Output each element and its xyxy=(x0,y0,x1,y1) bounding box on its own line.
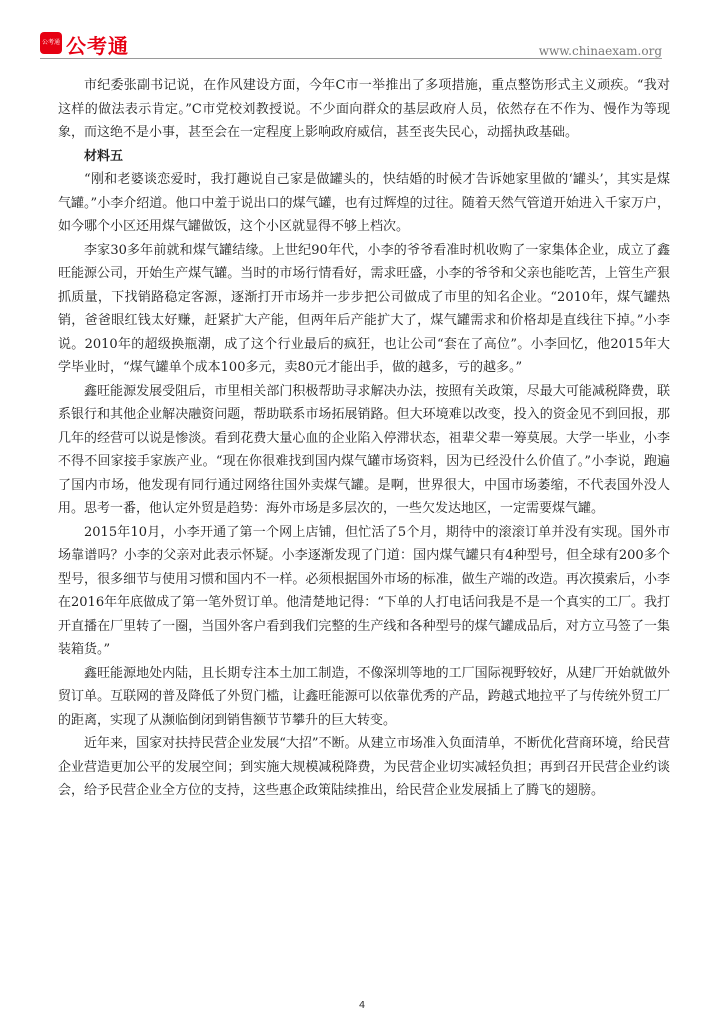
section-title: 材料五 xyxy=(84,148,124,164)
page-number: 4 xyxy=(358,1000,366,1011)
logo-badge-icon: 公考通 xyxy=(40,32,62,54)
document-body xyxy=(58,74,670,803)
site-url: www.chinaexam.org xyxy=(538,44,662,58)
paragraph: 李家30多年前就和煤气罐结缘。上世纪90年代，小李的爷爷看准时机收购了一家集体企业，成立了鑫旺能源公司，开始生产煤气罐。当时的市场行情看好，需求旺盛，小李的爷爷和父亲也能吃苦，上管生产狠抓质量，下找销路稳定客源，逐渐打开市场并一步步把公司做成了市里的知名企业。“2010年，煤气罐热销，爸爸眼红钱太好赚，赶紧扩大产能，但两年后产能扩大了，煤气罐需求和价格却是直线往下掉。”小李说。2010年的超级换瓶潮，成了这个行业最后的疯狂，也让公司“套在了高位”。小李回忆，他2015年大学毕业时，“煤气罐单个成本100多元，卖80元才能出手，做的越多，亏的越多。” xyxy=(58,242,670,375)
brand-logo: 公考通 xyxy=(66,34,129,58)
page-header xyxy=(0,0,724,60)
header-divider xyxy=(40,58,662,59)
paragraph: “刚和老婆谈恋爱时，我打趣说自己家是做罐头的，快结婚的时候才告诉她家里做的‘罐头’，其实是煤气罐。”小李介绍道。他口中羞于说出口的煤气罐，也有过辉煌的过往。随着天然气管道开始进入千家万户，如今哪个小区还用煤气罐做饭，这个小区就显得不够上档次。 xyxy=(58,172,670,234)
paragraph: 鑫旺能源地处内陆，且长期专注本土加工制造，不像深圳等地的工厂国际视野较好，从建厂开始就做外贸订单。互联网的普及降低了外贸门槛，让鑫旺能源可以依靠优秀的产品，跨越式地拉平了与传统外贸工厂的距离，实现了从濒临倒闭到销售额节节攀升的巨大转变。 xyxy=(58,665,670,728)
paragraph: 市纪委张副书记说，在作风建设方面，今年C市一举推出了多项措施，重点整饬形式主义顽疾。“我对这样的做法表示肯定。”C市党校刘教授说。不少面向群众的基层政府人员，依然存在不作为、慢作为等现象，而这绝不是小事，甚至会在一定程度上影响政府威信，甚至丧失民心，动摇执政基础。 xyxy=(58,78,670,140)
paragraph: 近年来，国家对扶持民营企业发展“大招”不断。从建立市场准入负面清单，不断优化营商环境，给民营企业营造更加公平的发展空间；到实施大规模减税降费，为民营企业切实减轻负担；再到召开民营企业约谈会，给予民营企业全方位的支持，这些惠企政策陆续推出，给民营企业发展插上了腾飞的翅膀。 xyxy=(58,736,670,798)
paragraph: 2015年10月，小李开通了第一个网上店铺，但忙活了5个月，期待中的滚滚订单并没有实现。国外市场靠谱吗？小李的父亲对此表示怀疑。小李逐渐发现了门道：国内煤气罐只有4种型号，但全球有200多个型号，很多细节与使用习惯和国内不一样。必须根据国外市场的标准，做生产端的改造。再次摸索后，小李在2016年年底做成了第一笔外贸订单。他清楚地记得：“下单的人打电话问我是不是一个真实的工厂。我打开直播在厂里转了一圈，当国外客户看到我们完整的生产线和各种型号的煤气罐成品后，对方立马签了一集装箱货。” xyxy=(58,524,670,657)
paragraph: 鑫旺能源发展受阻后，市里相关部门积极帮助寻求解决办法，按照有关政策，尽最大可能减税降费，联系银行和其他企业解决融资问题，帮助联系市场拓展销路。但大环境难以改变，投入的资金见不到回报，那几年的经营可以说是惨淡。看到花费大量心血的企业陷入停滞状态，祖辈父辈一筹莫展。大学一毕业，小李不得不回家接手家族产业。“现在你很难找到国内煤气罐市场资料，因为已经没什么价值了。”小李说，跑遍了国内市场，他发现有同行通过网络往国外卖煤气罐。是啊，世界很大，中国市场萎缩，不代表国外没人用。思考一番，他认定外贸是趋势：海外市场是多层次的，一些欠发达地区，一定需要煤气罐。 xyxy=(58,383,670,516)
